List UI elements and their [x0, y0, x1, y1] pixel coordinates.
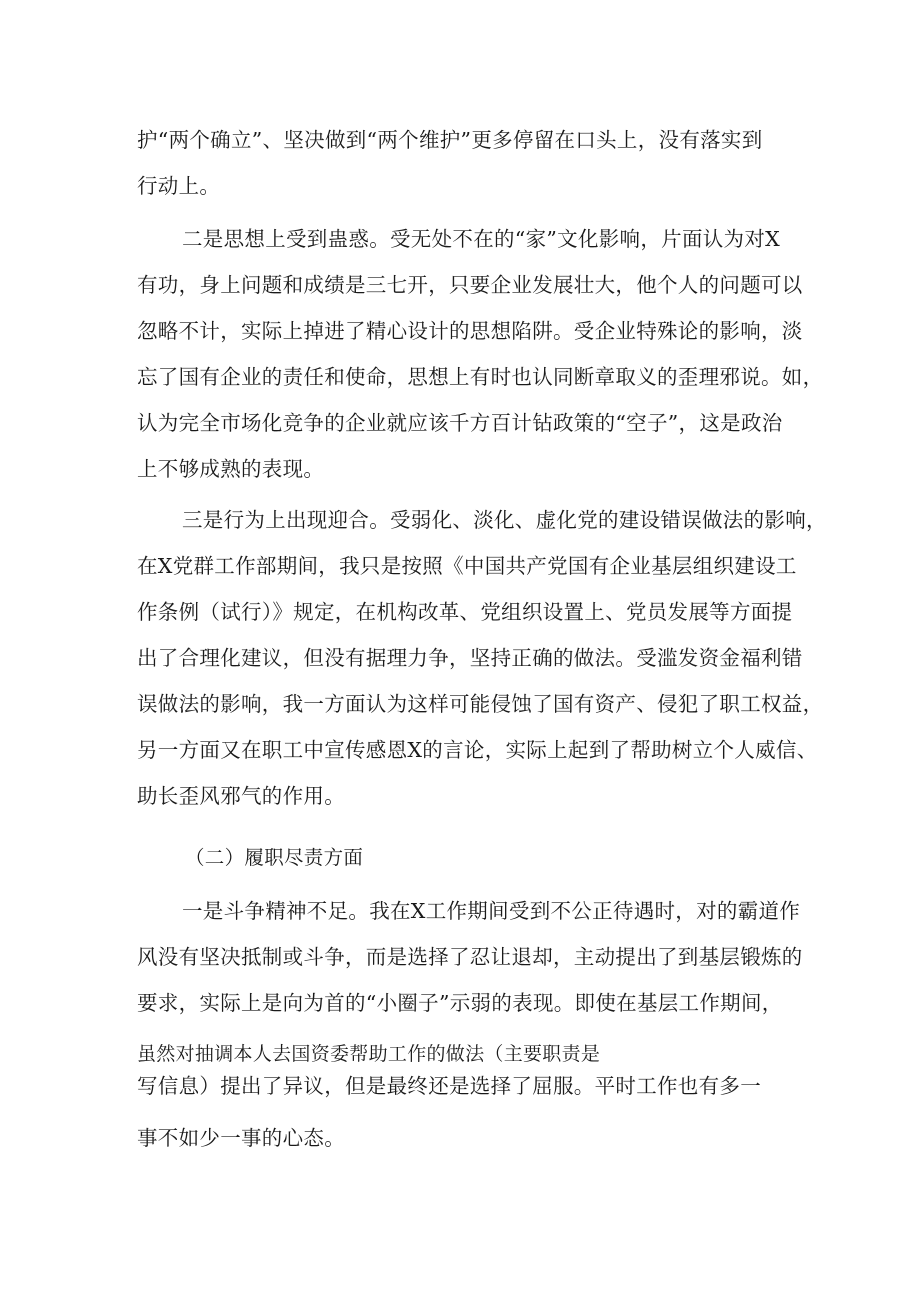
paragraph-line: 认为完全市场化竞争的企业就应该千方百计钻政策的“空子”，这是政治 [137, 411, 783, 435]
paragraph-line: 要求，实际上是向为首的“小圈子”示弱的表现。即使在基层工作期间， [137, 991, 783, 1015]
paragraph-line: 事不如少一事的心态。 [137, 1126, 345, 1150]
paragraph-line: 另一方面又在职工中宣传感恩X的言论，实际上起到了帮助树立个人威信、 [137, 738, 818, 762]
paragraph-line: 行动上。 [137, 174, 221, 198]
paragraph-line: 有功，身上问题和成绩是三七开，只要企业发展壮大，他个人的问题可以 [137, 273, 803, 297]
paragraph-line: 护“两个确立”、坚决做到“两个维护”更多停留在口头上，没有落实到 [137, 128, 763, 152]
paragraph-line: 作条例（试行）》规定，在机构改革、党组织设置上、党员发展等方面提 [137, 600, 793, 624]
paragraph-line: 忘了国有企业的责任和使命，思想上有时也认同断章取义的歪理邪说。如， [137, 365, 824, 389]
paragraph-line: 上不够成熟的表现。 [137, 457, 325, 481]
paragraph-line: 误做法的影响，我一方面认为这样可能侵蚀了国有资产、侵犯了职工权益， [137, 692, 824, 716]
paragraph-line: 二是思想上受到蛊惑。受无处不在的“家”文化影响，片面认为对X [182, 227, 781, 251]
paragraph-line: 三是行为上出现迎合。受弱化、淡化、虚化党的建设错误做法的影响， [182, 508, 827, 532]
paragraph-line: 忽略不计，实际上掉进了精心设计的思想陷阱。受企业特殊论的影响，淡 [137, 319, 803, 343]
paragraph-line: 虽然对抽调本人去国资委帮助工作的做法（主要职责是 [137, 1043, 601, 1065]
paragraph-line: 一是斗争精神不足。我在X工作期间受到不公正待遇时，对的霸道作 [182, 899, 801, 923]
paragraph-line: 写信息）提出了异议，但是最终还是选择了屈服。平时工作也有多一 [137, 1074, 761, 1098]
paragraph-line: 在X党群工作部期间，我只是按照《中国共产党国有企业基层组织建设工 [137, 554, 797, 578]
paragraph-line: 助长歪风邪气的作用。 [137, 784, 345, 808]
paragraph-line: 出了合理化建议，但没有据理力争，坚持正确的做法。受滥发资金福利错 [137, 646, 803, 670]
paragraph-line: 风没有坚决抵制或斗争，而是选择了忍让退却，主动提出了到基层锻炼的 [137, 945, 803, 969]
section-heading: （二）履职尽责方面 [185, 846, 364, 869]
